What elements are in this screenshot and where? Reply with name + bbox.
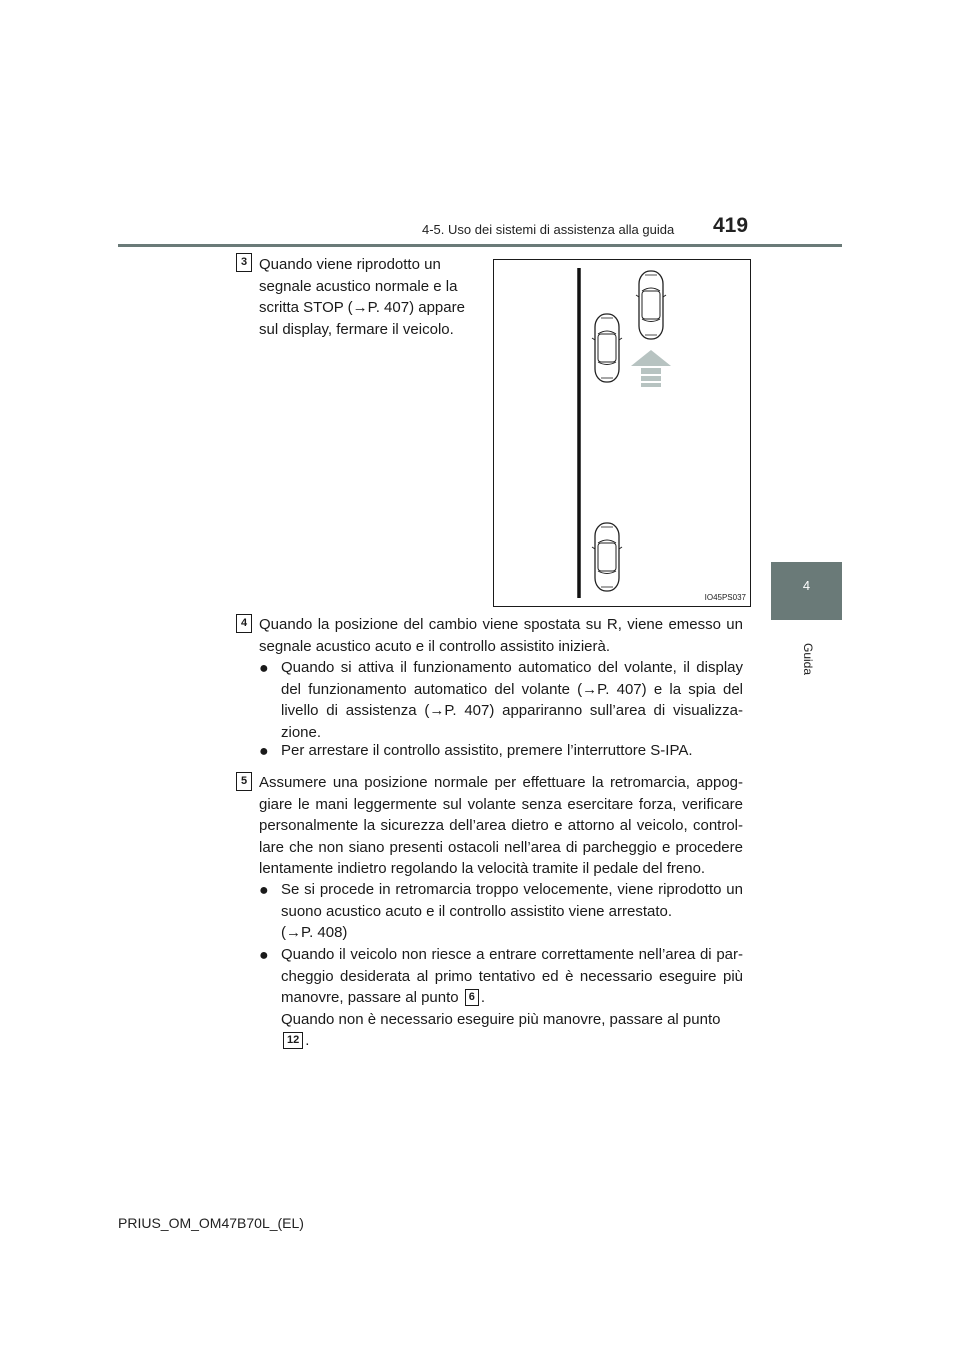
chapter-tab [771,562,842,620]
page-number: 419 [713,214,749,237]
step-5-bullet-1 [281,879,743,944]
step-5-bullet-2-line2-text: Quando non è necessario eseguire più manovre, passare al punto [281,1010,721,1028]
step-ref-6: 6 [465,989,479,1006]
step-5-bullet-1-text: Se si procede in retromarcia troppo velocemente, viene riprodotto un suono acustico acuto e il controllo assistito viene arrestato. [281,881,743,920]
forward-arrow-icon [631,350,671,387]
step-5-bullet-2-text: Quando il veicolo non riesce a entrare correttamente nell’area di par-cheggio desiderata al primo tentativo ed è necessario eseguire più manovre, passare al punto [281,946,743,1006]
header-divider [118,244,842,247]
step-number-4: 4 [236,614,252,633]
section-title: 4-5. Uso dei sistemi di assistenza alla guida [422,222,675,237]
document-code: PRIUS_OM_OM47B70L_(EL) [118,1215,304,1231]
own-vehicle-icon [636,271,666,339]
step-4-bullet-2: Per arrestare il controllo assistito, premere l’interruttore S-IPA. [281,742,693,759]
bullet-icon: ● [259,882,269,899]
step-3-line: scritta STOP (→P. 407) appare [259,299,465,316]
bullet-icon: ● [259,743,269,760]
step-3-text [259,254,477,340]
parking-diagram [494,260,750,606]
step-4-text: Quando la posizione del cambio viene spostata su R, viene emesso un segnale acustico acuto e il controllo assistito inizierà. [259,616,743,655]
step-5-bullet-1-ref: (→P. 408) [281,924,348,941]
step-4-bullet-1: Quando si attiva il funzionamento automatico del volante, il display del funzionamento automatico del volante (→P. 407) e la spia del livello di assistenza (→P. 407) appariranno sull’area di visualizza-zione. [281,659,743,741]
figure-code: IO45PS037 [704,593,746,602]
period: . [305,1032,310,1049]
step-3-line: Quando viene riprodotto un [259,256,441,273]
step-number-3: 3 [236,253,252,272]
chapter-label: Guida [801,642,815,676]
bullet-icon: ● [259,660,269,677]
step-5-bullet-2-line3 [281,1030,743,1052]
step-3-line: sul display, fermare il veicolo. [259,320,454,338]
parking-illustration [493,259,751,607]
step-5-bullet-2-line2 [281,1009,743,1031]
parked-car-front-icon [592,314,622,382]
step-ref-12: 12 [283,1032,303,1049]
parked-car-rear-icon [592,523,622,591]
step-5-bullet-2 [281,944,743,1052]
step-number-5: 5 [236,772,252,791]
bullet-icon: ● [259,947,269,964]
step-3-line: segnale acustico normale e la [259,277,458,295]
chapter-number: 4 [802,578,811,593]
step-5-text: Assumere una posizione normale per effettuare la retromarcia, appog-giare le mani leggermente sul volante senza esercitare forza, verificare personalmente la sicurezza dell’area dietro e attorno al veicolo, control-lare che non siano presenti ostacoli nell’area di parcheggio e procedere lentamente indietro regolando la velocità tramite il pedale del freno. [259,774,743,877]
period: . [480,989,486,1006]
chapter-label-wrapper [798,630,815,690]
